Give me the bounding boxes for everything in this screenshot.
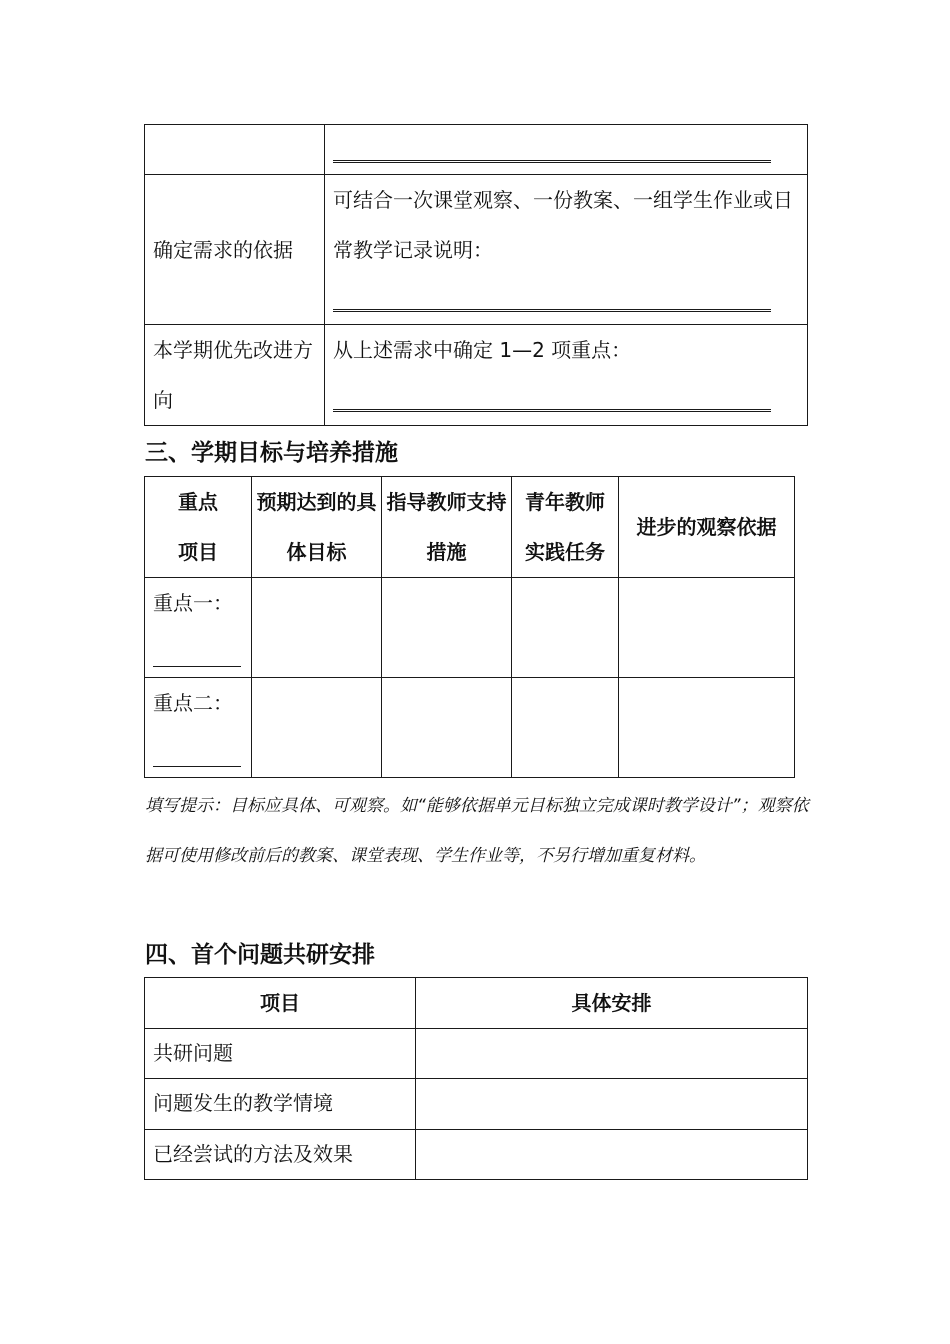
table-row	[145, 1130, 808, 1180]
table-row	[145, 1029, 808, 1079]
table-row	[145, 678, 795, 778]
row-label: 问题发生的教学情境	[145, 1079, 416, 1130]
header-item: 项目	[145, 978, 416, 1029]
table-cell[interactable]	[382, 678, 512, 778]
table-cell[interactable]	[252, 678, 382, 778]
goals-table	[144, 476, 795, 778]
table-header-row	[145, 978, 808, 1029]
table-cell[interactable]	[252, 578, 382, 678]
header-arrangement: 具体安排	[416, 978, 808, 1029]
row-content-text: 可结合一次课堂观察、一份教案、一组学生作业或日常教学记录说明：	[333, 188, 793, 262]
blank-line	[153, 728, 241, 767]
row-label	[145, 125, 325, 175]
row-value[interactable]	[416, 1029, 808, 1079]
table-row	[145, 325, 808, 426]
section4-heading: 四、首个问题共研安排	[145, 942, 375, 968]
row-content-text: 从上述需求中确定 1—2 项重点：	[333, 338, 632, 362]
section3-heading: 三、学期目标与培养措施	[145, 440, 398, 466]
focus-label-cell	[145, 678, 252, 778]
fill-line	[333, 409, 771, 412]
header-mentor-support: 指导教师支持措施	[382, 477, 512, 578]
row-label: 已经尝试的方法及效果	[145, 1130, 416, 1180]
row-content	[325, 125, 808, 175]
table-cell[interactable]	[619, 578, 795, 678]
row-label: 本学期优先改进方向	[145, 325, 325, 426]
row-label: 共研问题	[145, 1029, 416, 1079]
table-row	[145, 125, 808, 175]
table-cell[interactable]	[382, 578, 512, 678]
row-value[interactable]	[416, 1130, 808, 1180]
row-content	[325, 175, 808, 325]
row-label: 确定需求的依据	[145, 175, 325, 325]
table-header-row	[145, 477, 795, 578]
table-cell[interactable]	[512, 678, 619, 778]
research-table	[144, 977, 808, 1180]
table-cell[interactable]	[512, 578, 619, 678]
table-row	[145, 1079, 808, 1130]
row-content	[325, 325, 808, 426]
table-cell[interactable]	[619, 678, 795, 778]
blank-line	[153, 628, 241, 667]
table-row	[145, 578, 795, 678]
needs-table	[144, 124, 808, 426]
header-target: 预期达到的具体目标	[252, 477, 382, 578]
fill-line	[333, 160, 771, 163]
fill-line	[333, 309, 771, 312]
focus-label: 重点一：	[153, 591, 233, 615]
focus-label-cell	[145, 578, 252, 678]
fill-tip: 填写提示：目标应具体、可观察。如“能够依据单元目标独立完成课时教学设计”；观察依据可使用修改前后的教案、课堂表现、学生作业等，不另行增加重复材料。	[145, 796, 809, 866]
header-focus-item: 重点项目	[145, 477, 252, 578]
header-practice-task: 青年教师实践任务	[512, 477, 619, 578]
header-progress-evidence: 进步的观察依据	[619, 477, 795, 578]
table-row	[145, 175, 808, 325]
row-value[interactable]	[416, 1079, 808, 1130]
focus-label: 重点二：	[153, 691, 233, 715]
